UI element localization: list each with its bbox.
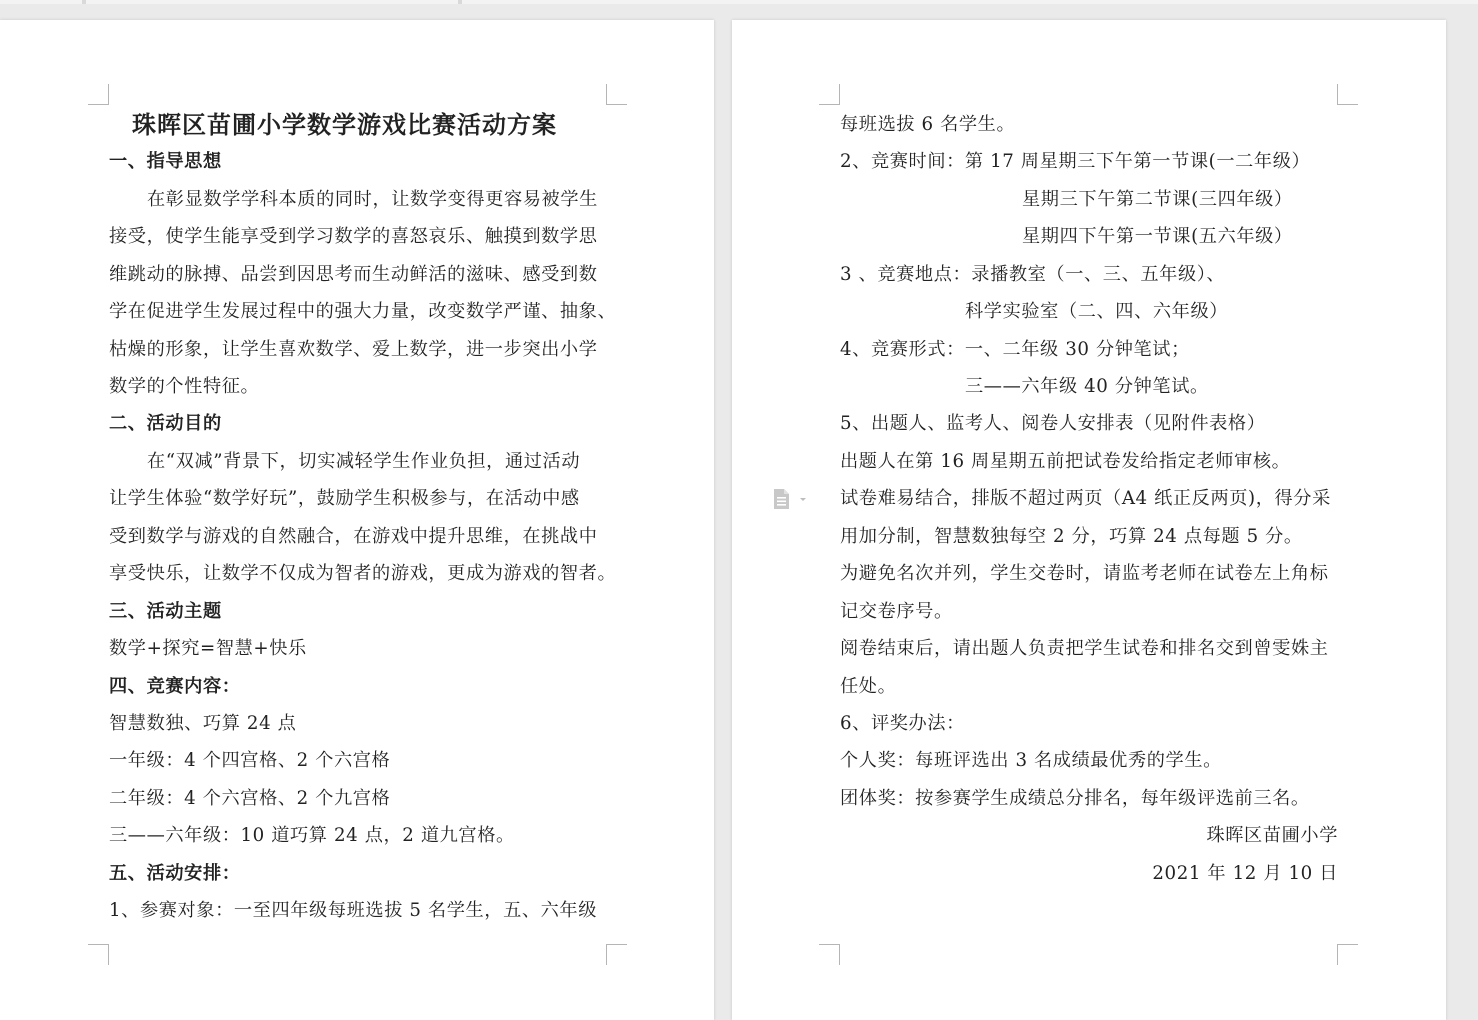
margin-mark-top-left xyxy=(819,84,840,105)
paragraph-line: 团体奖：按参赛学生成绩总分排名，每年级评选前三名。 xyxy=(840,788,1310,809)
paragraph-line: 三——六年级 40 分钟笔试。 xyxy=(965,376,1209,397)
paragraph-line: 三——六年级：10 道巧算 24 点，2 道九宫格。 xyxy=(109,825,515,846)
paragraph-line: 出题人在第 16 周星期五前把试卷发给指定老师审核。 xyxy=(840,451,1291,472)
paragraph-line: 为避免名次并列，学生交卷时，请监考老师在试卷左上角标 xyxy=(840,563,1329,584)
paragraph-line: 智慧数独、巧算 24 点 xyxy=(109,713,297,734)
margin-mark-top-right xyxy=(1337,84,1358,105)
section-heading: 三、活动主题 xyxy=(109,601,222,622)
paragraph-line: 在彰显数学学科本质的同时，让数学变得更容易被学生 xyxy=(147,189,598,210)
paragraph-line: 每班选拔 6 名学生。 xyxy=(840,114,1016,135)
paragraph-line: 一年级：4 个四宫格、2 个六宫格 xyxy=(109,750,391,771)
paragraph-line: 星期三下午第二节课(三四年级） xyxy=(1022,189,1293,210)
paragraph-line: 享受快乐，让数学不仅成为智者的游戏，更成为游戏的智者。 xyxy=(109,563,617,584)
margin-mark-bottom-left xyxy=(88,944,109,965)
section-heading: 五、活动安排： xyxy=(109,863,241,884)
paragraph-line: 让学生体验“数学好玩”，鼓励学生积极参与，在活动中感 xyxy=(109,488,580,509)
document-icon-graphic xyxy=(772,488,812,510)
top-scroll-strip xyxy=(0,0,1478,4)
section-heading: 二、活动目的 xyxy=(109,413,222,434)
paragraph-line: 阅卷结束后，请出题人负责把学生试卷和排名交到曾雯姝主 xyxy=(840,638,1329,659)
paragraph-line: 2、竞赛时间：第 17 周星期三下午第一节课(一二年级） xyxy=(840,151,1311,172)
document-icon[interactable] xyxy=(772,488,812,510)
section-heading: 一、指导思想 xyxy=(109,151,222,172)
paragraph-line: 数学+探究=智慧+快乐 xyxy=(109,638,307,659)
paragraph-line: 接受，使学生能享受到学习数学的喜怒哀乐、触摸到数学思 xyxy=(109,226,598,247)
paragraph-line: 5、出题人、监考人、阅卷人安排表（见附件表格） xyxy=(840,413,1266,434)
paragraph-line: 维跳动的脉搏、品尝到因思考而生动鲜活的滋味、感受到数 xyxy=(109,264,598,285)
paragraph-line: 任处。 xyxy=(840,676,897,697)
paragraph-line: 3 、竞赛地点：录播教室（一、三、五年级）、 xyxy=(840,264,1226,285)
document-page-1 xyxy=(0,20,714,1020)
margin-mark-bottom-left xyxy=(819,944,840,965)
chevron-down-icon xyxy=(800,498,806,501)
paragraph-line: 在“双减”背景下，切实减轻学生作业负担，通过活动 xyxy=(147,451,581,472)
paragraph-line: 数学的个性特征。 xyxy=(109,376,260,397)
paragraph-line: 个人奖：每班评选出 3 名成绩最优秀的学生。 xyxy=(840,750,1222,771)
margin-mark-bottom-right xyxy=(606,944,627,965)
paragraph-line: 试卷难易结合，排版不超过两页（A4 纸正反两页)，得分采 xyxy=(840,488,1331,509)
signature-date: 2021 年 12 月 10 日 xyxy=(1152,863,1338,884)
paragraph-line: 星期四下午第一节课(五六年级） xyxy=(1022,226,1293,247)
paragraph-line: 记交卷序号。 xyxy=(840,601,953,622)
document-page-2 xyxy=(732,20,1446,1020)
paragraph-line: 1、参赛对象：一至四年级每班选拔 5 名学生，五、六年级 xyxy=(109,900,598,921)
margin-mark-top-right xyxy=(606,84,627,105)
section-heading: 四、竞赛内容： xyxy=(109,676,241,697)
paragraph-line: 科学实验室（二、四、六年级） xyxy=(965,301,1229,322)
paragraph-line: 用加分制，智慧数独每空 2 分，巧算 24 点每题 5 分。 xyxy=(840,526,1303,547)
signature-organization: 珠晖区苗圃小学 xyxy=(1206,825,1338,846)
paragraph-line: 6、评奖办法： xyxy=(840,713,965,734)
margin-mark-top-left xyxy=(88,84,109,105)
paragraph-line: 枯燥的形象，让学生喜欢数学、爱上数学，进一步突出小学 xyxy=(109,339,598,360)
paragraph-line: 学在促进学生发展过程中的强大力量，改变数学严谨、抽象、 xyxy=(109,301,617,322)
paragraph-line: 受到数学与游戏的自然融合，在游戏中提升思维，在挑战中 xyxy=(109,526,598,547)
paragraph-line: 二年级：4 个六宫格、2 个九宫格 xyxy=(109,788,391,809)
margin-mark-bottom-right xyxy=(1337,944,1358,965)
document-title: 珠晖区苗圃小学数学游戏比赛活动方案 xyxy=(132,110,557,139)
paragraph-line: 4、竞赛形式：一、二年级 30 分钟笔试； xyxy=(840,339,1190,360)
